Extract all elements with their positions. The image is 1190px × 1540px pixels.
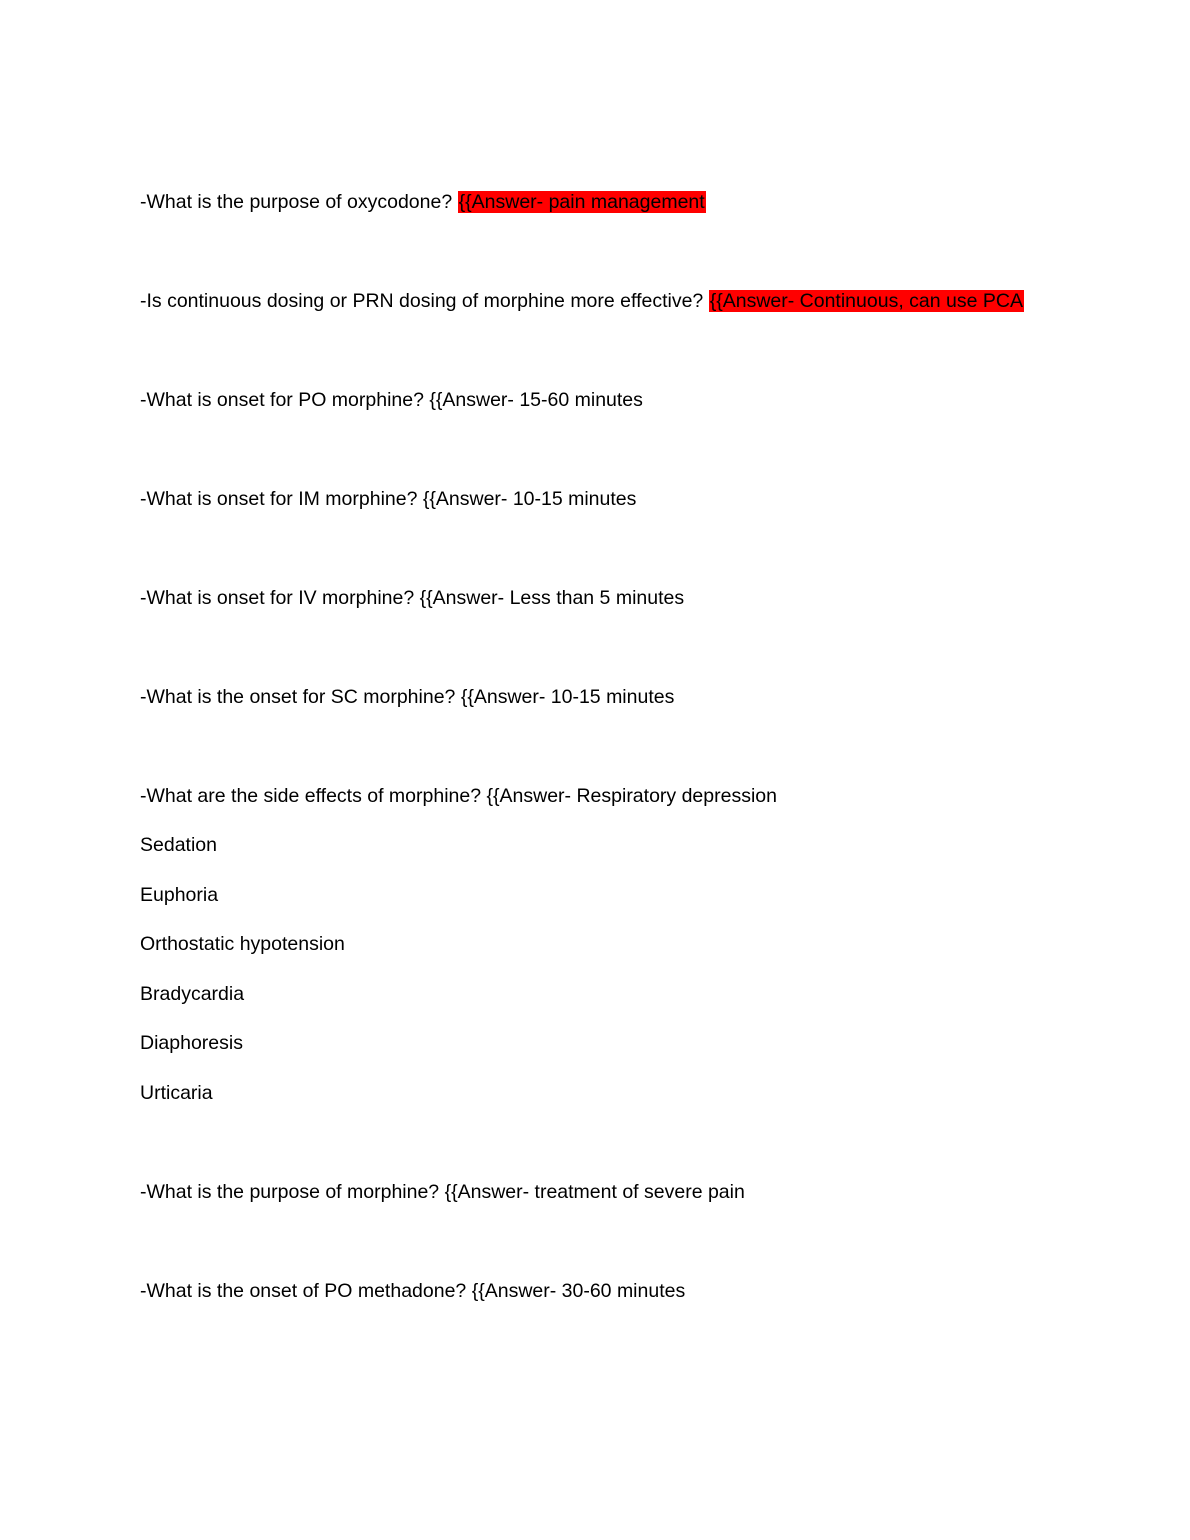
question-text: -What is onset for IM morphine? — [140, 488, 423, 510]
answer-highlighted: {{Answer- Continuous, can use PCA — [709, 290, 1023, 312]
side-effect-item: Bradycardia — [140, 983, 245, 1005]
side-effect-item: Urticaria — [140, 1082, 213, 1104]
question-text: -Is continuous dosing or PRN dosing of morphine more effective? — [140, 290, 709, 312]
answer-text: {{Answer- Respiratory depression — [486, 785, 777, 807]
qa-line — [140, 585, 684, 611]
qa-line — [140, 1278, 685, 1304]
answer-text: {{Answer- 10-15 minutes — [460, 686, 675, 708]
qa-line — [140, 189, 706, 215]
answer-text: {{Answer- treatment of severe pain — [444, 1181, 745, 1203]
question-text: -What is the purpose of morphine? — [140, 1181, 445, 1203]
side-effect-item: Sedation — [140, 834, 217, 856]
side-effect-item: Euphoria — [140, 884, 219, 906]
qa-line — [140, 387, 643, 413]
answer-text: {{Answer- Less than 5 minutes — [419, 587, 685, 609]
side-effect-item: Diaphoresis — [140, 1032, 243, 1054]
qa-line — [140, 288, 1024, 314]
qa-line — [140, 1179, 745, 1205]
question-text: -What is the onset of PO methadone? — [140, 1280, 472, 1302]
side-effect-item: Orthostatic hypotension — [140, 933, 345, 955]
question-text: -What is onset for PO morphine? — [140, 389, 430, 411]
question-text: -What is the purpose of oxycodone? — [140, 191, 458, 213]
answer-text: {{Answer- 15-60 minutes — [429, 389, 643, 411]
qa-line — [140, 783, 777, 809]
question-text: -What is onset for IV morphine? — [140, 587, 420, 609]
answer-text: {{Answer- 30-60 minutes — [471, 1280, 686, 1302]
question-text: -What is the onset for SC morphine? — [140, 686, 461, 708]
qa-line — [140, 684, 674, 710]
answer-highlighted: {{Answer- pain management — [458, 191, 705, 213]
qa-line — [140, 486, 636, 512]
question-text: -What are the side effects of morphine? — [140, 785, 487, 807]
answer-text: {{Answer- 10-15 minutes — [422, 488, 637, 510]
